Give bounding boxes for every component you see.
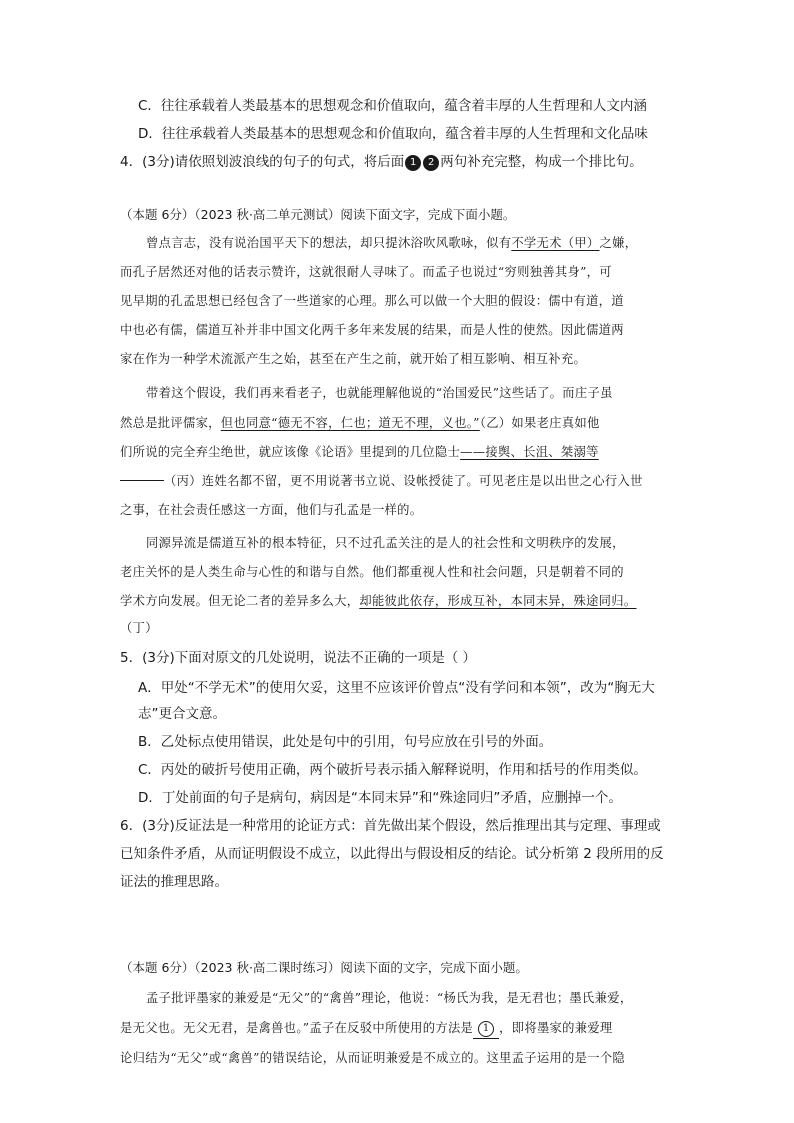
passage1-line: 老庄关怀的是人类生命与心性的和谐与自然。他们都重视人性和社会问题，只是朝着不同的 xyxy=(120,565,624,579)
q4-stem-prefix: 4．(3分)请依照划波浪线的句子的句式，将后面 xyxy=(120,154,405,170)
circled-number-2: 2 xyxy=(423,155,439,171)
passage1-line xyxy=(120,591,636,611)
text-run: 是无父也。无父无君，是禽兽也。”孟子在反驳中所使用的方法是 xyxy=(120,1021,474,1035)
text-run: 学术方向发展。但无论二者的差异多么大， xyxy=(120,594,360,608)
q5-option-b[interactable]: B．乙处标点使用错误，此处是句中的引用，句号应放在引号的外面。 xyxy=(138,734,553,750)
q4-stem xyxy=(120,152,643,172)
passage1-line: 家在作为一种学术流派产生之始，甚至在产生之前，就开始了相互影响、相互补充。 xyxy=(120,352,587,366)
circled-number-1: 1 xyxy=(405,155,421,171)
q6-stem-line: 已知条件矛盾，从而证明假设不成立，以此得出与假设相反的结论。试分析第 2 段所用的反 xyxy=(120,846,664,862)
passage2-header: （本题 6分）（2023 秋·高二课时练习）阅读下面的文字，完成下面小题。 xyxy=(120,960,528,975)
circled-number-1: 1 xyxy=(478,1021,494,1037)
passage1-line: 而孔子居然还对他的话表示赞许，这就很耐人寻味了。而孟子也说过“穷则独善其身”，可 xyxy=(120,265,612,279)
passage1-line: （丁） xyxy=(120,621,158,635)
answer-blank[interactable] xyxy=(473,1018,499,1039)
text-run: （乙）如果老庄真如他 xyxy=(479,416,600,430)
text-run: 们所说的完全弃尘绝世，就应该像《论语》里提到的几位隐士 xyxy=(120,445,461,459)
q5-option-d[interactable]: D．丁处前面的句子是病句，病因是“本同末异”和“殊途同归”矛盾，应删掉一个。 xyxy=(138,790,622,806)
text-run: 然总是批评儒家， xyxy=(120,416,221,430)
q3-option-c[interactable]: C．往往承载着人类最基本的思想观念和价值取向，蕴含着丰厚的人生哲理和人文内涵 xyxy=(138,98,647,114)
passage1-line xyxy=(146,233,637,253)
text-run: 曾点言志，没有说治国平天下的想法，却只提沐浴吹风歌咏，似有 xyxy=(146,236,512,250)
passage2-line: 论归结为“无父”或“禽兽”的错误结论，从而证明兼爱是不成立的。这里孟子运用的是一个隐 xyxy=(120,1051,626,1065)
q4-stem-suffix: 两句补充完整，构成一个排比句。 xyxy=(440,154,643,170)
passage2-line xyxy=(120,1018,613,1039)
q5-option-a-cont[interactable]: 志”更合文意。 xyxy=(138,706,226,722)
q5-stem: 5．(3分)下面对原文的几处说明，说法不正确的一项是（ ） xyxy=(120,650,477,666)
passage1-line xyxy=(120,442,599,462)
passage1-header: （本题 6分）（2023 秋·高二单元测试）阅读下面文字，完成下面小题。 xyxy=(120,207,516,222)
passage1-line: 中也必有儒，儒道互补并非中国文化两千多年来发展的结果，而是人性的使然。因此儒道两 xyxy=(120,323,624,337)
passage1-line: 同源异流是儒道互补的根本特征，只不过孔孟关注的是人的社会性和文明秩序的发展， xyxy=(146,536,625,550)
passage1-line: 之事，在社会责任感这一方面，他们与孔孟是一样的。 xyxy=(120,503,423,517)
q5-option-a[interactable]: A．甲处“不学无术”的使用欠妥，这里不应该评价曾点“没有学问和本领”，改为“胸无大 xyxy=(138,680,655,696)
q5-option-c[interactable]: C．丙处的破折号使用正确，两个破折号表示插入解释说明，作用和括号的作用类似。 xyxy=(138,762,647,778)
text-run: ，即将墨家的兼爱理 xyxy=(499,1021,613,1035)
passage1-line: 见早期的孔孟思想已经包含了一些道家的心理。那么可以做一个大胆的假设：儒中有道，道 xyxy=(120,294,624,308)
underlined-phrase-yi: 但也同意“德无不容，仁也；道无不理，义也。” xyxy=(220,416,480,430)
q6-stem-line: 6．(3分)反证法是一种常用的论证方式：首先做出某个假设，然后推理出其与定理、事理或 xyxy=(120,818,661,834)
text-run: 之嫌， xyxy=(599,236,638,250)
passage1-line: 带着这个假设，我们再来看老子，也就能理解他说的“治国爱民”这些话了。而庄子虽 xyxy=(146,386,613,400)
text-run: （丙）连姓名都不留，更不用说著书立说、设帐授徒了。可见老庄是以出世之心行入世 xyxy=(164,474,643,488)
q6-stem-line: 证法的推理思路。 xyxy=(120,874,228,890)
underlined-phrase-jia: 不学无术（甲） xyxy=(511,236,600,250)
underlined-phrase-ding: 却能彼此依存，形成互补，本同末异，殊途同归。 xyxy=(359,594,637,608)
passage1-line xyxy=(120,413,600,433)
passage1-line xyxy=(120,471,643,491)
passage2-line: 孟子批评墨家的兼爱是“无父”的“禽兽”理论，他说：“杨氏为我，是无君也；墨氏兼爱， xyxy=(146,991,633,1005)
q3-option-d[interactable]: D．往往承载着人类最基本的思想观念和价值取向，蕴含着丰厚的人生哲理和文化品味 xyxy=(138,126,648,142)
dash-line xyxy=(120,480,164,481)
underlined-phrase-bing: ——接舆、长沮、桀溺等 xyxy=(460,445,599,459)
